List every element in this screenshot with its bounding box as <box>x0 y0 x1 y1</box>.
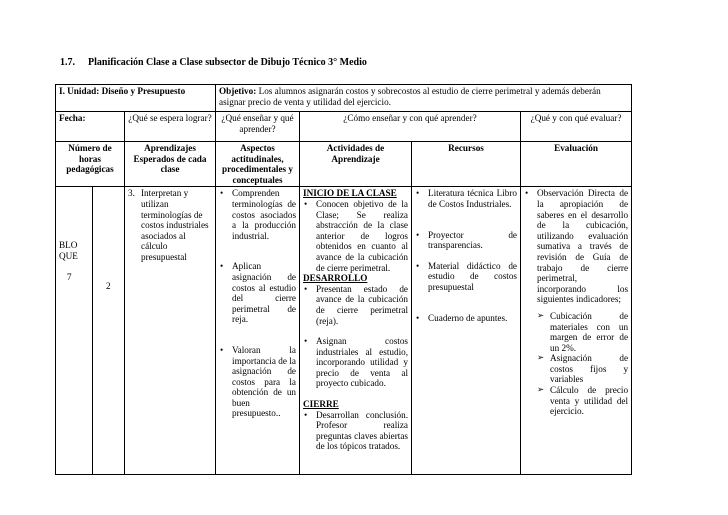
recurso-item: • Proyector de transparencias. <box>415 230 517 251</box>
desarrollo-title: DESARROLLO <box>303 273 368 284</box>
actividad-item: • Asignan costos industriales al estudio, incorporando utilidad y precio de venta al proyecto cubicado. <box>303 336 408 389</box>
aprendizaje-text: Interpretan y utilizan terminologías de costos industriales asociados al cálculo presupuestal <box>141 188 209 262</box>
evaluacion-intro: • Observación Directa de la apropiación de saberes en el desarrollo de la cubicación, utilizando evaluación sumativa a través de revisión de Guía de trabajo de cierre perimetral, incorporando los siguientes indicadores; <box>524 188 628 305</box>
question-como: ¿Cómo enseñar y con qué aprender? <box>300 112 521 142</box>
question-ensenar: ¿Qué enseñar y qué aprender? <box>216 112 300 142</box>
header-recursos: Recursos <box>412 142 521 187</box>
actividad-item: • Conocen objetivo de la Clase; Se realiza abstracción de la clase anterior de logros obtenidos en cuanto al avance de la cubicación de cierre perimetral. <box>303 199 408 273</box>
column-header-row <box>56 142 632 187</box>
indicador-item: ➢ Asignación de costos fijos y variables <box>537 353 628 385</box>
planning-table <box>55 84 632 475</box>
objective-cell <box>216 85 632 112</box>
recursos-cell <box>412 187 521 475</box>
header-aspectos: Aspectos actitudinales, procedimentales y conceptuales <box>216 142 300 187</box>
cierre-title: CIERRE <box>303 399 339 410</box>
question-evaluar: ¿Qué y con qué evaluar? <box>521 112 632 142</box>
indicador-item: ➢ Cálculo de precio venta y utilidad del ejercicio. <box>537 385 628 417</box>
recurso-item: • Material didáctico de estudio de costos presupuestal <box>415 261 517 293</box>
unit-cell: I. Unidad: Diseño y Presupuesto <box>56 85 216 112</box>
question-row <box>56 112 632 142</box>
page-heading <box>60 57 367 68</box>
bloque-label: BLO QUE <box>59 240 78 261</box>
unit-row <box>56 85 632 112</box>
evaluacion-cell <box>521 187 632 475</box>
actividad-item: • Desarrollan conclusión. Profesor realiza preguntas claves abiertas de los tópicos tratados. <box>303 410 408 452</box>
objective-text: Los alumnos asignarán costos y sobrecostos al estudio de cierre perimetral y además deberán asignar precio de venta y utilidad del ejercicio. <box>219 86 601 107</box>
horas-value: 2 <box>106 281 111 292</box>
heading-number: 1.7. <box>60 57 75 68</box>
inicio-title: INICIO DE LA CLASE <box>303 188 397 199</box>
header-actividades: Actividades de Aprendizaje <box>300 142 412 187</box>
aspecto-item: • Comprenden terminologías de costos asociados a la producción industrial. <box>219 188 296 241</box>
aprendizaje-item <box>128 188 212 262</box>
bloque-cell <box>56 187 93 475</box>
recurso-item: • Literatura técnica Libro de Costos Industriales. <box>415 188 517 209</box>
header-aprendizajes: Aprendizajes Esperados de cada clase <box>125 142 216 187</box>
fecha-cell: Fecha: <box>56 112 125 142</box>
header-horas: Número de horas pedagógicas <box>56 142 125 187</box>
aspecto-item: • Aplican asignación de costos al estudio del cierre perimetral de reja. <box>219 261 296 325</box>
aspecto-item: • Valoran la importancia de la asignación de costos para la obtención de un buen presupuesto.. <box>219 345 296 419</box>
aspectos-cell <box>216 187 300 475</box>
actividad-item: • Presentan estado de avance de la cubicación de cierre perimetral (reja). <box>303 284 408 326</box>
heading-title: Planificación Clase a Clase subsector de Dibujo Técnico 3° Medio <box>88 57 367 68</box>
actividades-cell <box>300 187 412 475</box>
header-evaluacion: Evaluación <box>521 142 632 187</box>
indicador-item: ➢ Cubicación de materiales con un margen de error de un 2%. <box>537 311 628 353</box>
body-row <box>56 187 632 475</box>
recurso-item: • Cuaderno de apuntes. <box>415 313 517 324</box>
bloque-number: 7 <box>67 271 72 282</box>
question-lograr: ¿Qué se espera lograr? <box>125 112 216 142</box>
aprendizaje-number: 3. <box>128 188 135 199</box>
objective-label: Objetivo: <box>219 86 257 96</box>
horas-cell <box>93 187 125 475</box>
aprendizaje-cell <box>125 187 216 475</box>
